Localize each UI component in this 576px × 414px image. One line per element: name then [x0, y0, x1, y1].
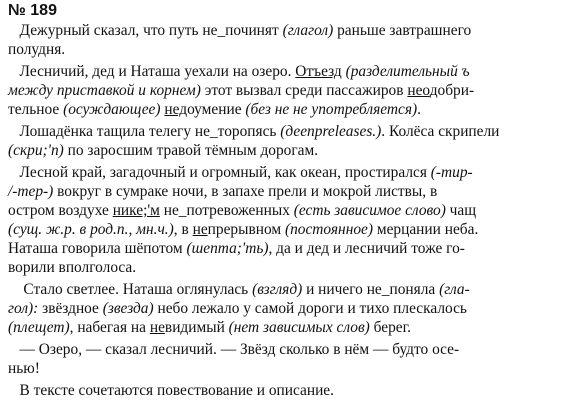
annotation-text: (скри;'п)	[8, 142, 64, 159]
text-segment: ворили вполголоса.	[8, 259, 137, 276]
text-line	[8, 81, 474, 100]
annotation-text: (осуждающее)	[63, 101, 161, 118]
text-segment: Лошадёнка тащила телегу не_торопясь	[8, 123, 281, 140]
text-line	[8, 141, 318, 160]
annotation-text: (сущ. ж.р. в род.п., мн.ч.)	[8, 221, 174, 238]
text-line	[8, 220, 478, 239]
annotation-text: (глагол)	[282, 22, 334, 39]
text-segment: . Колёса скрипели	[381, 123, 500, 140]
text-segment: тельное	[8, 101, 64, 118]
text-segment: звёздное	[38, 300, 103, 317]
annotation-text: (деепрreleases.)	[280, 123, 382, 140]
annotation-text: (плещет)	[8, 319, 70, 336]
text-segment: остром воздухе	[8, 202, 113, 219]
text-line	[8, 21, 471, 40]
underlined-text: не	[192, 221, 208, 238]
text-segment: полудня.	[8, 41, 66, 58]
annotation-text: (взгляд)	[252, 281, 303, 298]
text-line	[8, 299, 467, 318]
text-segment: — Озеро, — сказал лесничий. — Звёзд сколько в нём — будто осе-	[8, 341, 460, 358]
underlined-text: не	[149, 319, 165, 336]
text-segment: раньше завтрашнего	[333, 22, 472, 39]
annotation-text: /-тер-)	[8, 183, 54, 200]
text-segment: оумение	[187, 101, 246, 118]
annotation-text: гол):	[8, 300, 39, 317]
text-segment: Стало светлее. Наташа оглянулась	[8, 281, 253, 298]
text-segment: мерцании неба.	[372, 221, 479, 238]
underlined-text: нео	[407, 82, 430, 99]
annotation-text: (разделительный ъ	[345, 63, 470, 80]
annotation-text: (-тир-	[430, 164, 473, 181]
text-line	[8, 40, 65, 59]
text-line	[8, 340, 459, 359]
text-segment: , набегая на	[69, 319, 150, 336]
underlined-text: нед	[164, 101, 188, 118]
underlined-text: нике;'м	[112, 202, 160, 219]
text-line	[8, 280, 470, 299]
text-segment: видимый	[164, 319, 229, 336]
text-segment: Дежурный сказал, что путь не_починят	[8, 22, 283, 39]
text-line	[8, 62, 470, 81]
text-line	[8, 201, 476, 220]
text-segment: .	[417, 101, 421, 118]
text-segment: , в	[173, 221, 193, 238]
underlined-text: Отъезд	[295, 63, 342, 80]
text-segment: по заросшим травой тёмным дорогам.	[63, 142, 319, 159]
annotation-text: (шепта;'ть)	[186, 240, 269, 257]
text-line	[8, 163, 473, 182]
text-segment: чащ	[445, 202, 477, 219]
text-line	[8, 381, 334, 400]
annotation-text: (постоянное)	[284, 221, 373, 238]
text-segment: , да и дед и лесничий тоже го-	[268, 240, 465, 257]
text-line	[8, 359, 40, 378]
annotation-text: (гла-	[439, 281, 470, 298]
text-segment: В тексте сочетаются повествование и описание.	[8, 382, 334, 399]
text-line	[8, 239, 465, 258]
text-segment: вокруг в сумраке ночи, в запахе прели и мокрой листвы, в	[53, 183, 438, 200]
text-line	[8, 258, 136, 277]
text-segment: Наташа говорила шёпотом	[8, 240, 187, 257]
text-segment: не_потревоженных	[159, 202, 294, 219]
text-segment: прерывном	[207, 221, 285, 238]
text-segment: нью!	[8, 360, 40, 377]
exercise-number: № 189	[8, 2, 57, 19]
annotation-text: между приставкой и корнем)	[8, 82, 201, 99]
annotation-text: (звезда)	[102, 300, 154, 317]
text-segment: Лесничий, дед и Наташа уехали на озеро.	[8, 63, 296, 80]
text-line	[8, 318, 411, 337]
text-segment: небо лежало у самой дороги и тихо плескалось	[153, 300, 467, 317]
annotation-text: (есть зависимое слово)	[293, 202, 446, 219]
text-line	[8, 182, 437, 201]
text-segment: и ничего не_поняла	[302, 281, 440, 298]
text-segment: этот вызвал среди пассажиров	[200, 82, 408, 99]
text-segment: Лесной край, загадочный и огромный, как океан, простирался	[8, 164, 431, 181]
annotation-text: (без не не употребляется)	[245, 101, 418, 118]
text-line	[8, 122, 499, 141]
text-segment: берег.	[369, 319, 412, 336]
annotation-text: (нет зависимых слов)	[228, 319, 370, 336]
text-segment: добри-	[429, 82, 475, 99]
text-line	[8, 100, 421, 119]
